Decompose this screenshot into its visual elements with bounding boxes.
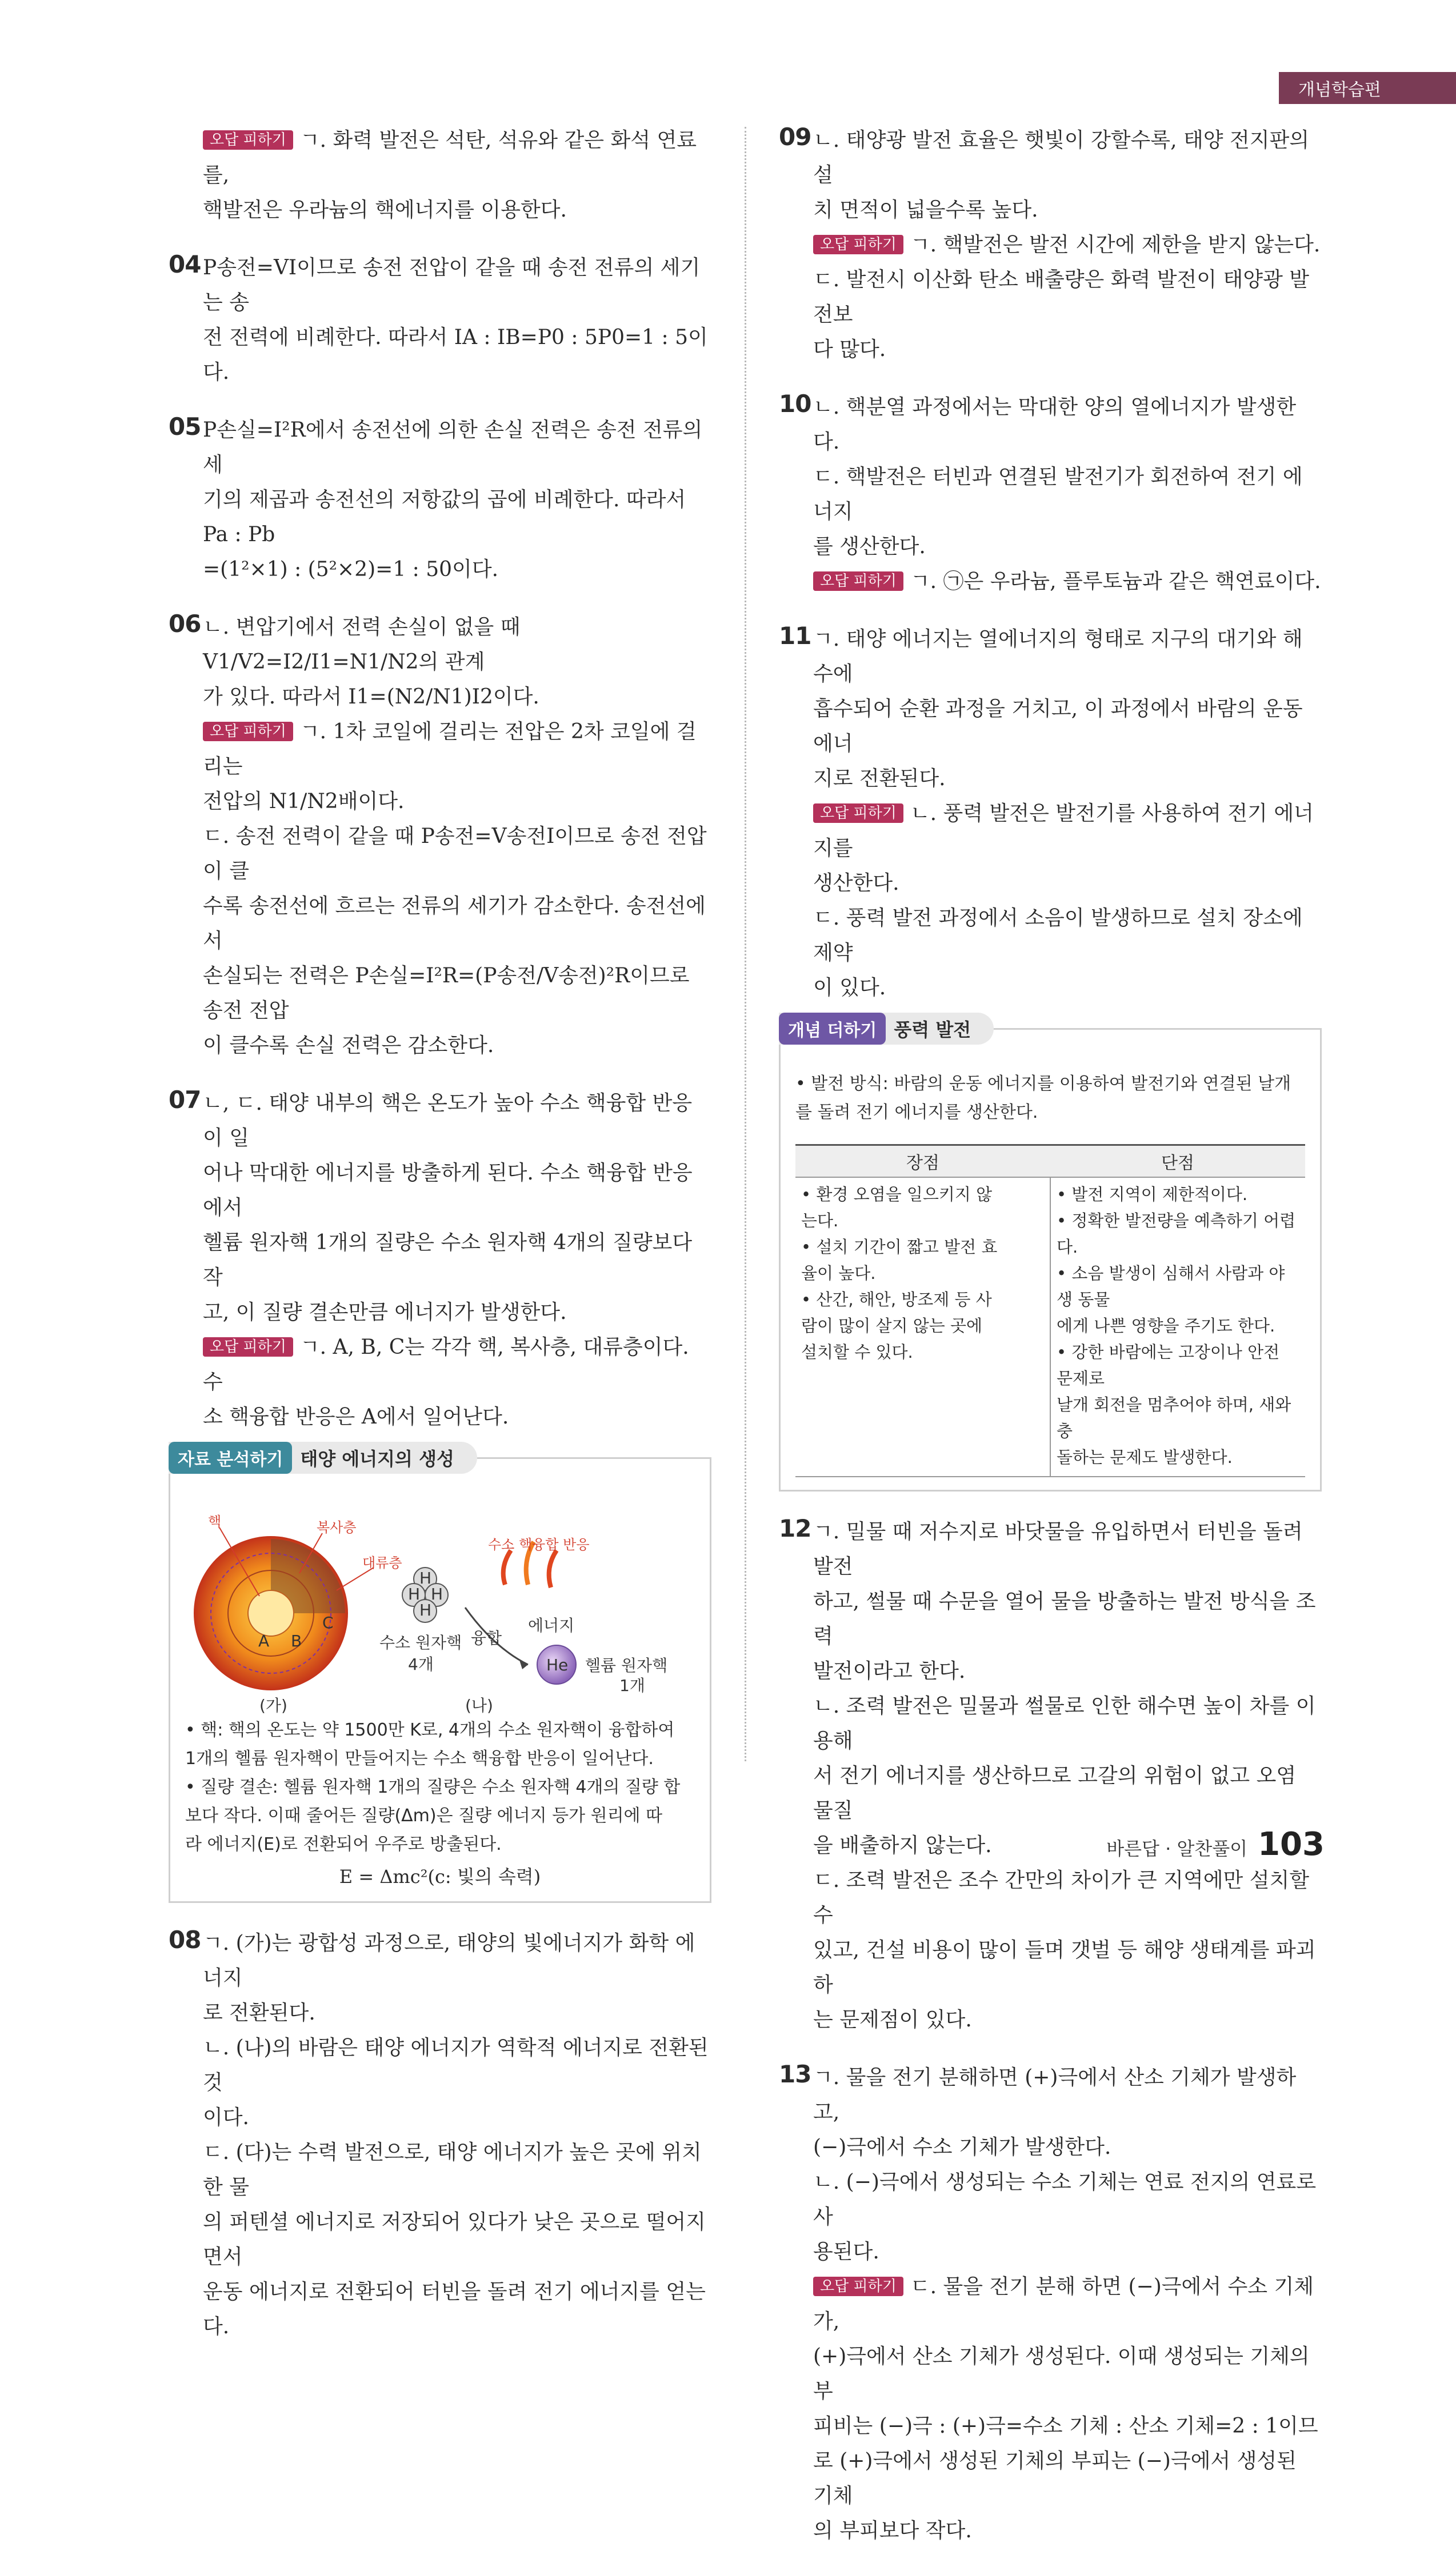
concept-tag: 개념 더하기 (779, 1013, 886, 1045)
question-number: 07 (169, 1086, 201, 1114)
answer-05 (169, 413, 711, 587)
text-line: ㄴ. 핵분열 과정에서는 막대한 양의 열에너지가 발생한다. (813, 395, 1297, 454)
text-line: 로 전환된다. (203, 2001, 315, 2025)
table-line: 돌하는 문제도 발생한다. (1057, 1448, 1233, 1467)
concept-title: 풍력 발전 (894, 1019, 971, 1041)
wrong-answer-badge: 오답 피하기 (813, 803, 903, 823)
text-line: 소 핵융합 반응은 A에서 일어난다. (203, 1405, 509, 1429)
pros-cell (795, 1177, 1050, 1477)
text-line: 치 면적이 넓을수록 높다. (813, 198, 1038, 222)
convective-label: 대류층 (362, 1555, 402, 1571)
question-number: 10 (779, 390, 811, 418)
section-tab: 개념학습편 (1279, 72, 1456, 104)
text-line: 발전이라고 한다. (813, 1660, 966, 1683)
text-line: (−)극에서 수소 기체가 발생한다. (813, 2136, 1111, 2159)
question-number: 11 (779, 622, 811, 650)
cons-cell (1050, 1177, 1305, 1477)
note-line: 를 돌려 전기 에너지를 생산한다. (795, 1102, 1038, 1122)
answer-07 (169, 1086, 711, 1434)
text-line: ㄴ. 풍력 발전은 발전기를 사용하여 전기 에너지를 (813, 802, 1314, 860)
caption-a: (가) (259, 1696, 287, 1715)
text-line: 전압의 N1/N2배이다. (203, 790, 405, 813)
text-line: ㄱ. 태양 에너지는 열에너지의 형태로 지구의 대기와 해수에 (813, 627, 1303, 686)
text-line: 의 부피보다 작다. (813, 2519, 972, 2542)
text-line: 생산한다. (813, 871, 899, 895)
analysis-box (169, 1448, 711, 1903)
text-line: 있고, 건설 비용이 많이 들며 갯벌 등 해양 생태계를 파괴하 (813, 1938, 1316, 1997)
answer-09 (779, 123, 1322, 367)
table-line: • 산간, 해안, 방조제 등 사 (801, 1290, 992, 1309)
wrong-answer-badge: 오답 피하기 (203, 1337, 293, 1357)
wrong-answer-badge: 오답 피하기 (813, 235, 903, 254)
text-line: ㄷ. (다)는 수력 발전으로, 태양 에너지가 높은 곳에 위치한 물 (203, 2141, 702, 2199)
table-line: • 강한 바람에는 고장이나 안전 문제로 (1057, 1342, 1280, 1388)
helium-label: 헬륨 원자핵 (585, 1656, 668, 1675)
wrong-answer-badge: 오답 피하기 (203, 130, 293, 150)
answer-06 (169, 610, 711, 1063)
text-line: ㄴ, ㄷ. 태양 내부의 핵은 온도가 높아 수소 핵융합 반응이 일 (203, 1091, 693, 1150)
hydrogen-label: 수소 원자핵 (379, 1633, 462, 1652)
layer-a-label: A (258, 1632, 270, 1650)
caption-b: (나) (465, 1696, 493, 1715)
fusion-label: 수소 핵융합 반응 (488, 1537, 590, 1553)
page-number: 103 (1258, 1826, 1325, 1863)
energy-label: 에너지 (528, 1616, 575, 1635)
table-line: 는다. (801, 1211, 839, 1230)
text-line: ㄱ. 화력 발전은 석탄, 석유와 같은 화석 연료를, (203, 129, 697, 187)
wrong-answer-badge: 오답 피하기 (813, 571, 903, 591)
text-line: ㄴ. 변압기에서 전력 손실이 없을 때 V1/V2=I2/I1=N1/N2의 관계 (203, 615, 527, 674)
text-line: 의 퍼텐셜 에너지로 저장되어 있다가 낮은 곳으로 떨어지면서 (203, 2210, 706, 2269)
core-label: 핵 (208, 1514, 222, 1530)
analysis-tag: 자료 분석하기 (169, 1442, 292, 1474)
analysis-box-header (169, 1442, 477, 1474)
wrong-answer-badge: 오답 피하기 (813, 2277, 903, 2296)
concept-box (779, 1019, 1322, 1492)
answer-intro (169, 123, 711, 227)
text-line: 피비는 (−)극 : (+)극=수소 기체 : 산소 기체=2 : 1이므 (813, 2414, 1318, 2438)
table-line: 율이 높다. (801, 1263, 876, 1283)
question-number: 06 (169, 610, 201, 638)
radiative-label: 복사층 (317, 1520, 357, 1536)
table-line: 람이 많이 살지 않는 곳에 (801, 1316, 983, 1336)
text-line: 로 (+)극에서 생성된 기체의 부피는 (−)극에서 생성된 기체 (813, 2449, 1303, 2508)
h-symbol: H (431, 1585, 443, 1604)
text-line: (+)극에서 산소 기체가 생성된다. 이때 생성되는 기체의 부 (813, 2345, 1317, 2403)
concept-box-header (779, 1013, 994, 1045)
helium-count: 1개 (619, 1676, 645, 1695)
answer-12 (779, 1514, 1322, 2037)
text-line: ㄷ. 풍력 발전 과정에서 소음이 발생하므로 설치 장소에 제약 (813, 906, 1310, 965)
text-line: P송전=VI이므로 송전 전압이 같을 때 송전 전류의 세기는 송 (203, 256, 701, 314)
layer-b-label: B (291, 1632, 302, 1650)
answer-11 (779, 622, 1322, 1005)
wrong-answer-badge: 오답 피하기 (203, 722, 293, 741)
left-column (169, 123, 715, 2367)
text-line: 이다. (203, 2106, 249, 2129)
text-line: ㄴ. (나)의 바람은 태양 에너지가 역학적 에너지로 전환된 것 (203, 2036, 715, 2094)
answer-10 (779, 390, 1322, 599)
answer-08 (169, 1926, 715, 2344)
text-line: 는 문제점이 있다. (813, 2008, 972, 2032)
text-line: ㄱ. 물을 전기 분해하면 (+)극에서 산소 기체가 발생하고, (813, 2066, 1297, 2124)
text-line: ㄱ. 핵발전은 발전 시간에 제한을 받지 않는다. (910, 233, 1321, 257)
text-line: 가 있다. 따라서 I1=(N2/N1)I2이다. (203, 685, 539, 709)
hydrogen-count: 4개 (408, 1655, 434, 1674)
table-line: • 발전 지역이 제한적이다. (1057, 1185, 1248, 1204)
text-line: =(1²×1) : (5²×2)=1 : 50이다. (203, 558, 499, 581)
text-line: 용된다. (813, 2240, 879, 2264)
mass-energy-formula: E = Δmc²(c: 빛의 속력) (339, 1866, 541, 1888)
question-number: 12 (779, 1514, 811, 1542)
table-line: 날개 회전을 멈추어야 하며, 새와 충 (1057, 1395, 1291, 1441)
text-line: 이 있다. (813, 976, 886, 999)
he-symbol: He (546, 1656, 569, 1674)
text-line: 수록 송전선에 흐르는 전류의 세기가 감소한다. 송전선에서 (203, 894, 706, 953)
note-line: • 핵: 핵의 온도는 약 1500만 K로, 4개의 수소 원자핵이 융합하여 (185, 1720, 675, 1740)
text-line: ㄱ. 1차 코일에 걸리는 전압은 2차 코일에 걸리는 (203, 720, 697, 778)
text-line: 고, 이 질량 결손만큼 에너지가 발생한다. (203, 1301, 567, 1324)
table-line: • 설치 기간이 짧고 발전 효 (801, 1237, 998, 1257)
table-line: 에게 나쁜 영향을 주기도 한다. (1057, 1316, 1275, 1336)
text-line: ㄷ. 송전 전력이 같을 때 P송전=V송전I이므로 송전 전압이 클 (203, 825, 707, 883)
text-line: ㄷ. 핵발전은 터빈과 연결된 발전기가 회전하여 전기 에너지 (813, 465, 1303, 523)
h-symbol: H (419, 1601, 432, 1620)
text-line: 를 생산한다. (813, 535, 926, 558)
layer-c-label: C (322, 1613, 334, 1632)
core-region (248, 1590, 294, 1636)
text-line: 이 클수록 손실 전력은 감소한다. (203, 1034, 494, 1057)
note-line: • 발전 방식: 바람의 운동 에너지를 이용하여 발전기와 연결된 날개 (795, 1074, 1291, 1094)
page-footer (1106, 1826, 1325, 1863)
note-line: 보다 작다. 이때 줄어든 질량(Δm)은 질량 에너지 등가 원리에 따 (185, 1806, 663, 1826)
footer-label: 바른답 · 알찬풀이 (1106, 1838, 1248, 1860)
note-line: 1개의 헬륨 원자핵이 만들어지는 수소 핵융합 반응이 일어난다. (185, 1749, 654, 1769)
sun-fusion-diagram (185, 1499, 695, 1716)
column-divider (745, 127, 746, 1761)
text-line: 운동 에너지로 전환되어 터빈을 돌려 전기 에너지를 얻는다. (203, 2280, 706, 2338)
h-symbol: H (419, 1569, 432, 1588)
text-line: ㄱ. ㉠은 우라늄, 플루토늄과 같은 핵연료이다. (910, 570, 1321, 593)
h-symbol: H (408, 1585, 421, 1604)
text-line: 어나 막대한 에너지를 방출하게 된다. 수소 핵융합 반응에서 (203, 1161, 693, 1219)
text-line: 을 배출하지 않는다. (813, 1834, 992, 1857)
answer-04 (169, 250, 711, 390)
answer-13 (779, 2060, 1322, 2548)
note-line: • 질량 결손: 헬륨 원자핵 1개의 질량은 수소 원자핵 4개의 질량 합 (185, 1777, 681, 1797)
text-line: 손실되는 전력은 P손실=I²R=(P송전/V송전)²R이므로 송전 전압 (203, 964, 697, 1022)
text-line: 하고, 썰물 때 수문을 열어 물을 방출하는 발전 방식을 조력 (813, 1590, 1316, 1648)
text-line: ㄴ. 태양광 발전 효율은 햇빛이 강할수록, 태양 전지판의 설 (813, 129, 1316, 187)
text-line: ㄷ. 발전시 이산화 탄소 배출량은 화력 발전이 태양광 발전보 (813, 268, 1310, 326)
text-line: ㄱ. 밀물 때 저수지로 바닷물을 유입하면서 터빈을 돌려 발전 (813, 1520, 1310, 1578)
text-line: 기의 제곱과 송전선의 저항값의 곱에 비례한다. 따라서 Pa : Pb (203, 488, 693, 546)
text-line: ㄷ. 물을 전기 분해 하면 (−)극에서 수소 기체가, (813, 2275, 1314, 2333)
text-line: ㄱ. A, B, C는 각각 핵, 복사층, 대류층이다. 수 (203, 1336, 696, 1394)
analysis-title: 태양 에너지의 생성 (300, 1448, 454, 1470)
cons-header: 단점 (1050, 1145, 1305, 1178)
question-number: 04 (169, 250, 201, 278)
table-line: • 소음 발생이 심해서 사람과 야생 동물 (1057, 1263, 1285, 1309)
fuse-label: 융합 (471, 1629, 502, 1648)
text-line: 핵발전은 우라늄의 핵에너지를 이용한다. (203, 198, 567, 222)
text-line: 흡수되어 순환 과정을 거치고, 이 과정에서 바람의 운동 에너 (813, 697, 1310, 755)
question-number: 09 (779, 123, 811, 151)
text-line: 서 전기 에너지를 생산하므로 고갈의 위험이 없고 오염 물질 (813, 1764, 1303, 1822)
table-line: • 환경 오염을 일으키지 않 (801, 1185, 993, 1204)
text-line: P손실=I²R에서 송전선에 의한 손실 전력은 송전 전류의 세 (203, 418, 709, 477)
text-line: ㄱ. (가)는 광합성 과정으로, 태양의 빛에너지가 화학 에너지 (203, 1932, 695, 1990)
text-line: ㄷ. 조력 발전은 조수 간만의 차이가 큰 지역에만 설치할 수 (813, 1869, 1316, 1927)
text-line: 전 전력에 비례한다. 따라서 IA : IB=P0 : 5P0=1 : 5이다. (203, 326, 708, 384)
text-line: ㄴ. 조력 발전은 밀물과 썰물로 인한 해수면 높이 차를 이용해 (813, 1694, 1316, 1753)
text-line: 지로 전환된다. (813, 767, 946, 790)
pros-cons-table (795, 1144, 1305, 1477)
text-line: ㄴ. (−)극에서 생성되는 수소 기체는 연료 전지의 연료로 사 (813, 2170, 1323, 2229)
question-number: 05 (169, 413, 201, 441)
pros-header: 장점 (795, 1145, 1050, 1178)
note-line: 라 에너지(E)로 전환되어 우주로 방출된다. (185, 1834, 502, 1854)
question-number: 13 (779, 2060, 811, 2088)
right-column (779, 123, 1322, 2571)
text-line: 헬륨 원자핵 1개의 질량은 수소 원자핵 4개의 질량보다 작 (203, 1231, 699, 1289)
table-line: • 정확한 발전량을 예측하기 어렵다. (1057, 1211, 1296, 1257)
question-number: 08 (169, 1926, 201, 1954)
text-line: 다 많다. (813, 338, 886, 361)
table-line: 설치할 수 있다. (801, 1342, 913, 1362)
